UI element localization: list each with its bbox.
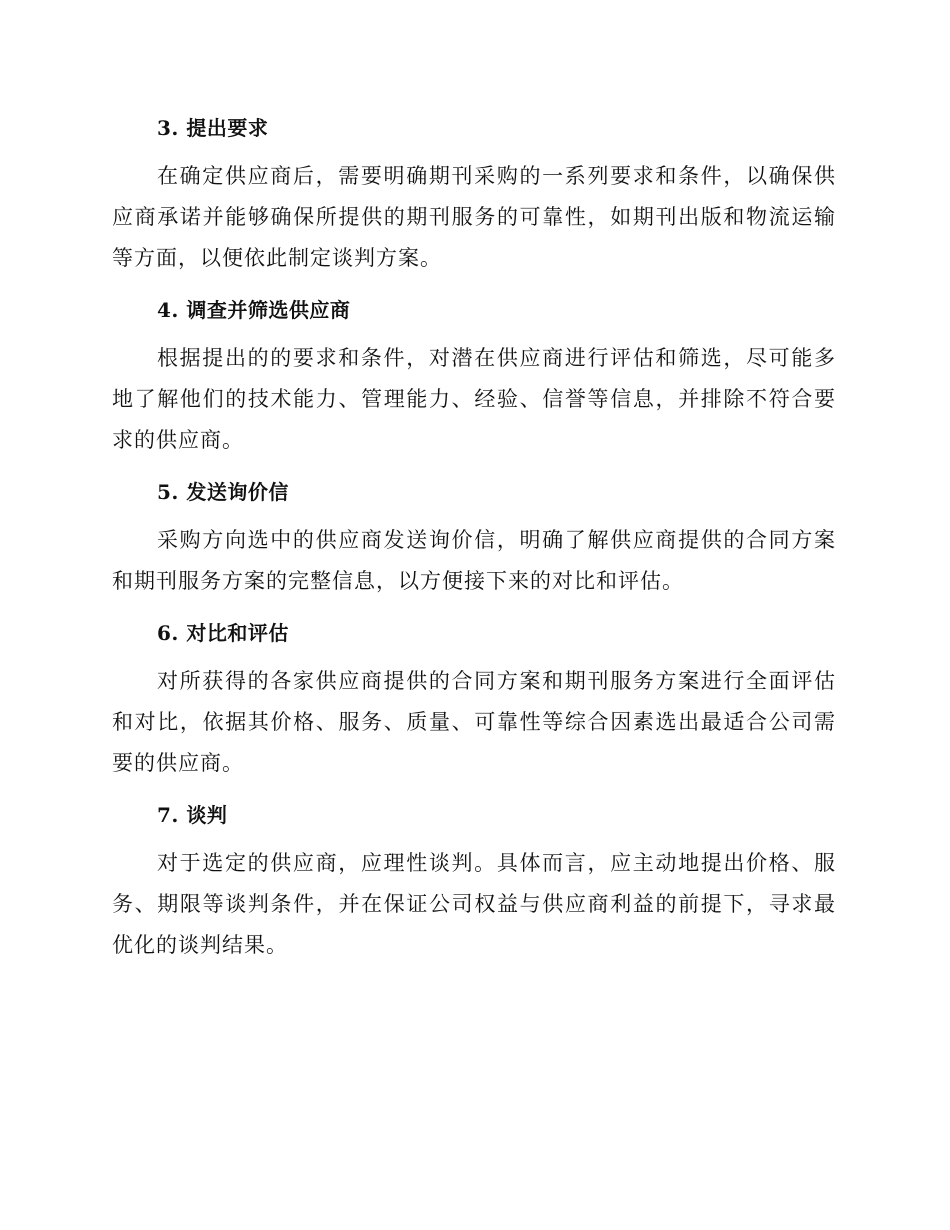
section-heading: 3. 提出要求: [157, 116, 269, 140]
section-heading: 6. 对比和评估: [157, 621, 289, 645]
section-paragraph: 对于选定的供应商，应理性谈判。具体而言，应主动地提出价格、服务、期限等谈判条件，并在保证公司权益与供应商利益的前提下，寻求最优化的谈判结果。: [112, 851, 836, 957]
section-4: [112, 288, 836, 461]
section-heading: 7. 谈判: [157, 803, 228, 827]
section-paragraph: 根据提出的的要求和条件，对潜在供应商进行评估和筛选，尽可能多地了解他们的技术能力、管理能力、经验、信誉等信息，并排除不符合要求的供应商。: [112, 346, 836, 452]
section-heading: 5. 发送询价信: [157, 480, 289, 504]
section-paragraph: 对所获得的各家供应商提供的合同方案和期刊服务方案进行全面评估和对比，依据其价格、服务、质量、可靠性等综合因素选出最适合公司需要的供应商。: [112, 669, 836, 775]
section-paragraph: 在确定供应商后，需要明确期刊采购的一系列要求和条件，以确保供应商承诺并能够确保所提供的期刊服务的可靠性，如期刊出版和物流运输等方面，以便依此制定谈判方案。: [112, 164, 836, 270]
section-heading: 4. 调查并筛选供应商: [157, 298, 351, 322]
section-5: [112, 470, 836, 602]
section-3: [112, 106, 836, 279]
document-body: [112, 106, 836, 975]
section-6: [112, 611, 836, 784]
section-7: [112, 793, 836, 966]
section-paragraph: 采购方向选中的供应商发送询价信，明确了解供应商提供的合同方案和期刊服务方案的完整信息，以方便接下来的对比和评估。: [112, 528, 836, 593]
